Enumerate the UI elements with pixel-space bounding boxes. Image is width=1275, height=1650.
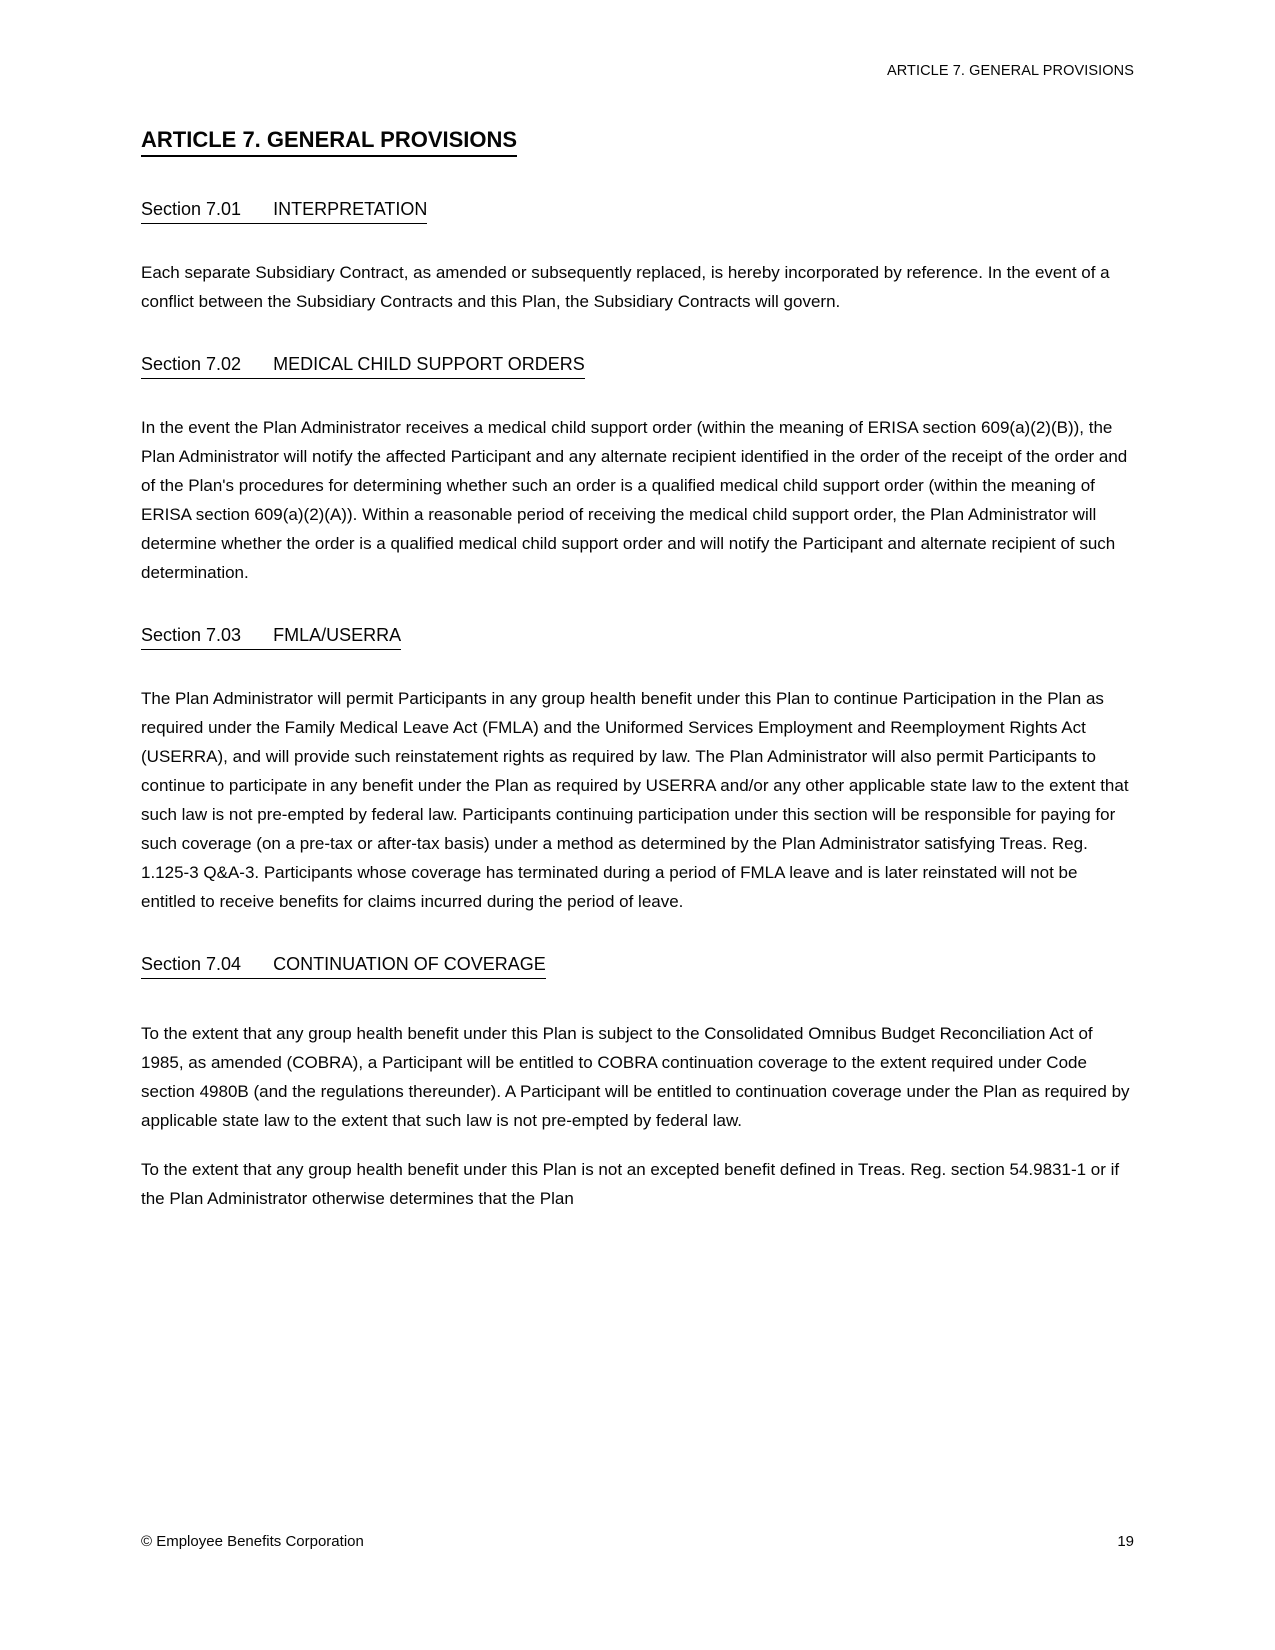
page-footer (141, 1532, 1134, 1551)
article-title-text: ARTICLE 7. GENERAL PROVISIONS (141, 126, 517, 157)
section-7-03-paragraph: The Plan Administrator will permit Participants in any group health benefit under this Plan to continue Participation in the Plan as required under the Family Medical Leave Act (FMLA) and the Uniformed Services Employment and Reemployment Rights Act (USERRA), and will provide such reinstatement rights as required by law. The Plan Administrator will also permit Participants to continue to participate in any benefit under the Plan as required by USERRA and/or any other applicable state law to the extent that such law is not pre-empted by federal law. Participants continuing participation under this section will be responsible for paying for such coverage (on a pre-tax or after-tax basis) under a method as determined by the Plan Administrator satisfying Treas. Reg. 1.125-3 Q&A-3. Participants whose coverage has terminated during a period of FMLA leave and is later reinstated will not be entitled to receive benefits for claims incurred during the period of leave. (141, 689, 1129, 911)
section-number: Section 7.01 (141, 199, 242, 219)
footer-page-number: 19 (1117, 1533, 1134, 1550)
section-heading-rule (141, 623, 401, 650)
section-number: Section 7.04 (141, 954, 242, 974)
running-header: ARTICLE 7. GENERAL PROVISIONS (886, 63, 1134, 79)
section-number: Section 7.03 (141, 625, 242, 645)
section-number: Section 7.02 (141, 354, 242, 374)
article-title (141, 126, 1134, 157)
section-title: MEDICAL CHILD SUPPORT ORDERS (273, 354, 585, 374)
section-heading-7-03 (141, 623, 1134, 650)
section-7-04-paragraph-1: To the extent that any group health benefit under this Plan is subject to the Consolidated Omnibus Budget Reconciliation Act of 1985, as amended (COBRA), a Participant will be entitled to COBRA continuation coverage to the extent required under Code section 4980B (and the regulations thereunder). A Participant will be entitled to continuation coverage under the Plan as required by applicable state law to the extent that such law is not pre-empted by federal law. (141, 1024, 1130, 1130)
section-heading-7-01 (141, 197, 1134, 224)
section-heading-rule (141, 352, 585, 379)
section-7-02-paragraph: In the event the Plan Administrator receives a medical child support order (within the meaning of ERISA section 609(a)(2)(B)), the Plan Administrator will notify the affected Participant and any alternate recipient identified in the order of the receipt of the order and of the Plan's procedures for determining whether such an order is a qualified medical child support order (within the meaning of ERISA section 609(a)(2)(A)). Within a reasonable period of receiving the medical child support order, the Plan Administrator will determine whether the order is a qualified medical child support order and will notify the Participant and alternate recipient of such determination. (141, 418, 1128, 582)
section-title: INTERPRETATION (273, 199, 428, 219)
section-title: FMLA/USERRA (273, 625, 402, 645)
section-heading-rule (141, 952, 546, 979)
section-title: CONTINUATION OF COVERAGE (273, 954, 546, 974)
section-7-01-paragraph: Each separate Subsidiary Contract, as amended or subsequently replaced, is hereby incorporated by reference. In the event of a conflict between the Subsidiary Contracts and this Plan, the Subsidiary Contracts will govern. (141, 263, 1110, 311)
footer-copyright: © Employee Benefits Corporation (141, 1533, 364, 1550)
section-heading-7-02 (141, 352, 1134, 379)
section-heading-7-04 (141, 952, 1134, 979)
section-7-04-paragraph-2: To the extent that any group health benefit under this Plan is not an excepted benefit defined in Treas. Reg. section 54.9831-1 or if the Plan Administrator otherwise determines that the Plan (141, 1160, 1120, 1208)
section-heading-rule (141, 197, 427, 224)
